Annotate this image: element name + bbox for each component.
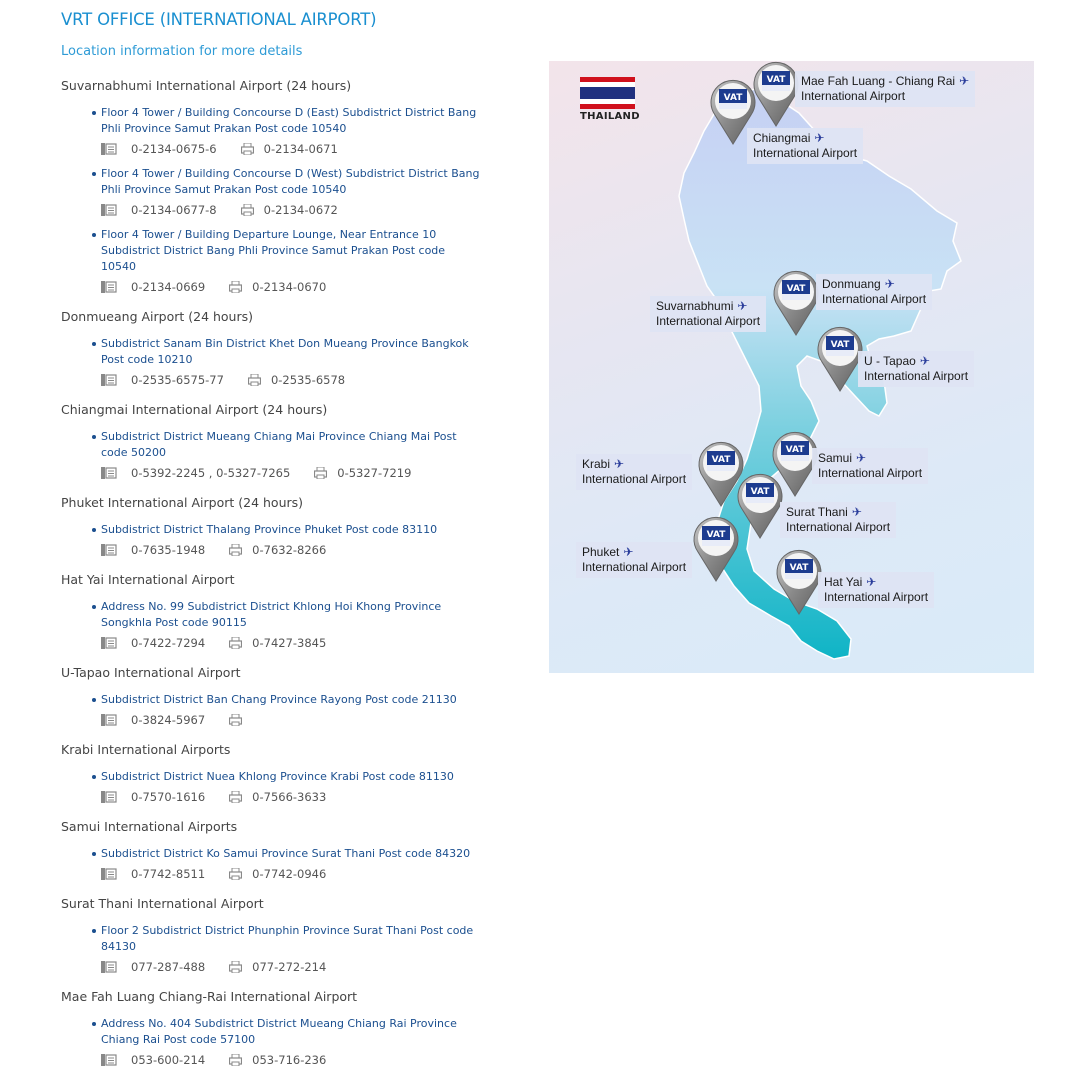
contact-row <box>101 1050 531 1070</box>
office-heading: Hat Yai International Airport <box>61 572 235 587</box>
vat-refund-pin-icon[interactable] <box>772 270 820 336</box>
phone-icon <box>101 1054 117 1066</box>
airport-type: International Airport <box>822 292 927 306</box>
airport-name <box>582 545 686 560</box>
address-label: Subdistrict District Ban Chang Province Rayong Post code 21130 <box>101 693 457 706</box>
office-list <box>61 77 531 1081</box>
airport-name-text: Surat Thani <box>786 505 848 519</box>
contact-row <box>101 710 531 730</box>
phone-number: 053-600-214 <box>131 1053 206 1067</box>
phone-number: 0-5392-2245 , 0-5327-7265 <box>131 466 291 480</box>
fax-icon <box>248 374 261 386</box>
airport-type: International Airport <box>824 590 929 604</box>
address-item <box>61 336 531 390</box>
address-label: Subdistrict District Ko Samui Province Surat Thani Post code 84320 <box>101 847 471 860</box>
fax-icon <box>229 714 242 726</box>
airport-name <box>818 451 922 466</box>
airport-label[interactable] <box>816 274 932 310</box>
page-title: VRT OFFICE (INTERNATIONAL AIRPORT) <box>61 10 377 29</box>
office-section <box>61 988 531 1070</box>
fax-number: 0-2134-0670 <box>252 280 327 294</box>
fax-icon <box>229 1054 242 1066</box>
address-label: Address No. 99 Subdistrict District Khlong Hoi Khong Province Songkhla Post code 90115 <box>101 600 442 629</box>
airplane-icon: ✈ <box>737 299 748 313</box>
fax-number: 053-716-236 <box>252 1053 327 1067</box>
phone-icon <box>101 791 117 803</box>
office-section <box>61 741 531 807</box>
airport-type: International Airport <box>582 472 687 486</box>
svg-text:VAT: VAT <box>789 563 809 573</box>
airport-name-text: Hat Yai <box>824 575 863 589</box>
thailand-flag-icon <box>580 77 635 109</box>
phone-number: 0-2535-6575-77 <box>131 373 224 387</box>
phone-icon <box>101 714 117 726</box>
address-item <box>61 923 531 977</box>
svg-text:VAT: VAT <box>766 75 786 85</box>
phone-icon <box>101 143 117 155</box>
vat-refund-pin-icon[interactable] <box>736 473 784 539</box>
office-heading: Donmueang Airport (24 hours) <box>61 309 254 324</box>
airport-label[interactable] <box>795 71 975 107</box>
airport-name <box>786 505 890 520</box>
vat-refund-pin-icon[interactable] <box>816 326 864 392</box>
office-section <box>61 818 531 884</box>
location-info-link[interactable]: Location information for more details <box>61 44 303 59</box>
airplane-icon: ✈ <box>623 545 634 559</box>
phone-icon <box>101 868 117 880</box>
airport-name <box>824 575 928 590</box>
address-text[interactable] <box>61 923 531 955</box>
airplane-icon: ✈ <box>866 575 877 589</box>
airplane-icon: ✈ <box>919 354 930 368</box>
contact-row <box>101 277 531 297</box>
office-heading: Surat Thani International Airport <box>61 896 264 911</box>
address-item <box>61 166 531 220</box>
office-heading: Suvarnabhumi International Airport (24 hours) <box>61 78 352 93</box>
address-item <box>61 846 531 884</box>
airport-name <box>582 457 686 472</box>
fax-icon <box>241 204 254 216</box>
airport-label[interactable] <box>812 448 928 484</box>
phone-icon <box>101 281 117 293</box>
fax-number: 077-272-214 <box>252 960 327 974</box>
svg-text:VAT: VAT <box>711 455 731 465</box>
country-label: THAILAND <box>580 111 640 122</box>
svg-text:VAT: VAT <box>830 340 850 350</box>
contact-row <box>101 463 531 483</box>
address-text[interactable] <box>61 166 531 198</box>
phone-number: 0-2134-0675-6 <box>131 142 217 156</box>
phone-icon <box>101 544 117 556</box>
phone-number: 0-7742-8511 <box>131 867 206 881</box>
airport-name <box>656 299 760 314</box>
airport-label[interactable] <box>780 502 896 538</box>
airport-type: International Airport <box>753 146 858 160</box>
phone-number: 0-3824-5967 <box>131 713 206 727</box>
airport-type: International Airport <box>656 314 761 328</box>
airport-name <box>801 74 969 89</box>
fax-icon <box>241 143 254 155</box>
address-label: Floor 4 Tower / Building Concourse D (East) Subdistrict District Bang Phli Province Samut Prakan Post code 10540 <box>101 106 477 135</box>
address-item <box>61 692 531 730</box>
office-heading: U-Tapao International Airport <box>61 665 241 680</box>
contact-row <box>101 540 531 560</box>
airport-name-text: Krabi <box>582 457 611 471</box>
airport-map <box>549 61 1034 673</box>
office-heading: Chiangmai International Airport (24 hours) <box>61 402 328 417</box>
address-text[interactable] <box>61 1016 531 1048</box>
address-label: Subdistrict District Nuea Khlong Province Krabi Post code 81130 <box>101 770 454 783</box>
address-text[interactable] <box>61 227 531 275</box>
office-section <box>61 571 531 653</box>
contact-row <box>101 957 531 977</box>
airport-name-text: Suvarnabhumi <box>656 299 734 313</box>
office-section <box>61 494 531 560</box>
contact-row <box>101 139 531 159</box>
address-item <box>61 105 531 159</box>
vat-refund-pin-icon[interactable] <box>692 516 740 582</box>
airport-type: International Airport <box>818 466 923 480</box>
office-section <box>61 77 531 297</box>
fax-number: 0-7566-3633 <box>252 790 327 804</box>
address-text[interactable] <box>61 692 531 708</box>
airplane-icon: ✈ <box>614 457 625 471</box>
phone-number: 077-287-488 <box>131 960 206 974</box>
airport-name-text: Samui <box>818 451 853 465</box>
airport-label[interactable] <box>747 128 863 164</box>
fax-number: 0-7632-8266 <box>252 543 327 557</box>
vat-refund-pin-icon[interactable] <box>752 61 800 127</box>
phone-icon <box>101 961 117 973</box>
fax-icon <box>229 961 242 973</box>
fax-number: 0-5327-7219 <box>337 466 412 480</box>
office-heading: Samui International Airports <box>61 819 238 834</box>
airport-name <box>822 277 926 292</box>
office-heading: Mae Fah Luang Chiang-Rai International Airport <box>61 989 358 1004</box>
airport-type: International Airport <box>582 560 687 574</box>
office-section <box>61 664 531 730</box>
phone-icon <box>101 204 117 216</box>
address-text[interactable] <box>61 429 531 461</box>
airplane-icon: ✈ <box>851 505 862 519</box>
phone-number: 0-7570-1616 <box>131 790 206 804</box>
phone-icon <box>101 467 117 479</box>
address-label: Floor 2 Subdistrict District Phunphin Province Surat Thani Post code 84130 <box>101 924 474 953</box>
phone-number: 0-2134-0677-8 <box>131 203 217 217</box>
contact-row <box>101 633 531 653</box>
fax-icon <box>229 868 242 880</box>
phone-number: 0-7635-1948 <box>131 543 206 557</box>
address-label: Subdistrict District Thalang Province Phuket Post code 83110 <box>101 523 438 536</box>
airplane-icon: ✈ <box>884 277 895 291</box>
address-item <box>61 1016 531 1070</box>
address-item <box>61 599 531 653</box>
phone-icon <box>101 374 117 386</box>
airplane-icon: ✈ <box>856 451 867 465</box>
contact-row <box>101 370 531 390</box>
airport-label[interactable] <box>576 542 692 578</box>
fax-number: 0-2134-0671 <box>263 142 338 156</box>
fax-number: 0-7742-0946 <box>252 867 327 881</box>
address-label: Floor 4 Tower / Building Concourse D (West) Subdistrict District Bang Phli Province Samut Prakan Post code 10540 <box>101 167 480 196</box>
address-text[interactable] <box>61 105 531 137</box>
airport-name-text: Mae Fah Luang - Chiang Rai <box>801 74 956 88</box>
address-label: Subdistrict District Mueang Chiang Mai Province Chiang Mai Post code 50200 <box>101 430 457 459</box>
fax-number: 0-2535-6578 <box>270 373 346 387</box>
airport-name-text: Donmuang <box>822 277 881 291</box>
office-section <box>61 401 531 483</box>
airport-type: International Airport <box>786 520 891 534</box>
airplane-icon: ✈ <box>959 74 970 88</box>
office-section <box>61 308 531 390</box>
address-text[interactable] <box>61 769 531 785</box>
contact-row <box>101 787 531 807</box>
fax-number: 0-2134-0672 <box>263 203 338 217</box>
phone-icon <box>101 637 117 649</box>
address-item <box>61 522 531 560</box>
airport-label[interactable] <box>818 572 934 608</box>
airport-label[interactable] <box>858 351 974 387</box>
vat-refund-pin-icon[interactable] <box>775 549 823 615</box>
fax-icon <box>229 544 242 556</box>
airport-label[interactable] <box>576 454 692 490</box>
airplane-icon: ✈ <box>814 131 825 145</box>
svg-text:VAT: VAT <box>750 487 770 497</box>
address-text[interactable] <box>61 522 531 538</box>
address-text[interactable] <box>61 336 531 368</box>
airport-name <box>864 354 968 369</box>
phone-number: 0-7422-7294 <box>131 636 206 650</box>
fax-number: 0-7427-3845 <box>252 636 327 650</box>
contact-row <box>101 864 531 884</box>
fax-icon <box>229 281 242 293</box>
address-item <box>61 429 531 483</box>
address-item <box>61 769 531 807</box>
airport-name <box>753 131 857 146</box>
address-text[interactable] <box>61 846 531 862</box>
phone-number: 0-2134-0669 <box>131 280 206 294</box>
airport-label[interactable] <box>650 296 766 332</box>
airport-name-text: U - Tapao <box>864 354 916 368</box>
address-label: Subdistrict Sanam Bin District Khet Don Mueang Province Bangkok Post code 10210 <box>101 337 469 366</box>
address-text[interactable] <box>61 599 531 631</box>
office-section <box>61 895 531 977</box>
svg-text:VAT: VAT <box>786 284 806 294</box>
address-label: Floor 4 Tower / Building Departure Lounge, Near Entrance 10 Subdistrict District Bang Phli Province Samut Prakan Post code 10540 <box>101 228 446 273</box>
contact-row <box>101 200 531 220</box>
fax-icon <box>229 637 242 649</box>
svg-text:VAT: VAT <box>706 530 726 540</box>
svg-text:VAT: VAT <box>723 93 743 103</box>
office-heading: Phuket International Airport (24 hours) <box>61 495 304 510</box>
office-heading: Krabi International Airports <box>61 742 231 757</box>
airport-type: International Airport <box>801 89 906 103</box>
address-item <box>61 227 531 297</box>
airport-name-text: Phuket <box>582 545 620 559</box>
fax-icon <box>229 791 242 803</box>
svg-text:VAT: VAT <box>785 445 805 455</box>
airport-name-text: Chiangmai <box>753 131 811 145</box>
airport-type: International Airport <box>864 369 969 383</box>
fax-icon <box>314 467 327 479</box>
address-label: Address No. 404 Subdistrict District Mueang Chiang Rai Province Chiang Rai Post code 57100 <box>101 1017 457 1046</box>
